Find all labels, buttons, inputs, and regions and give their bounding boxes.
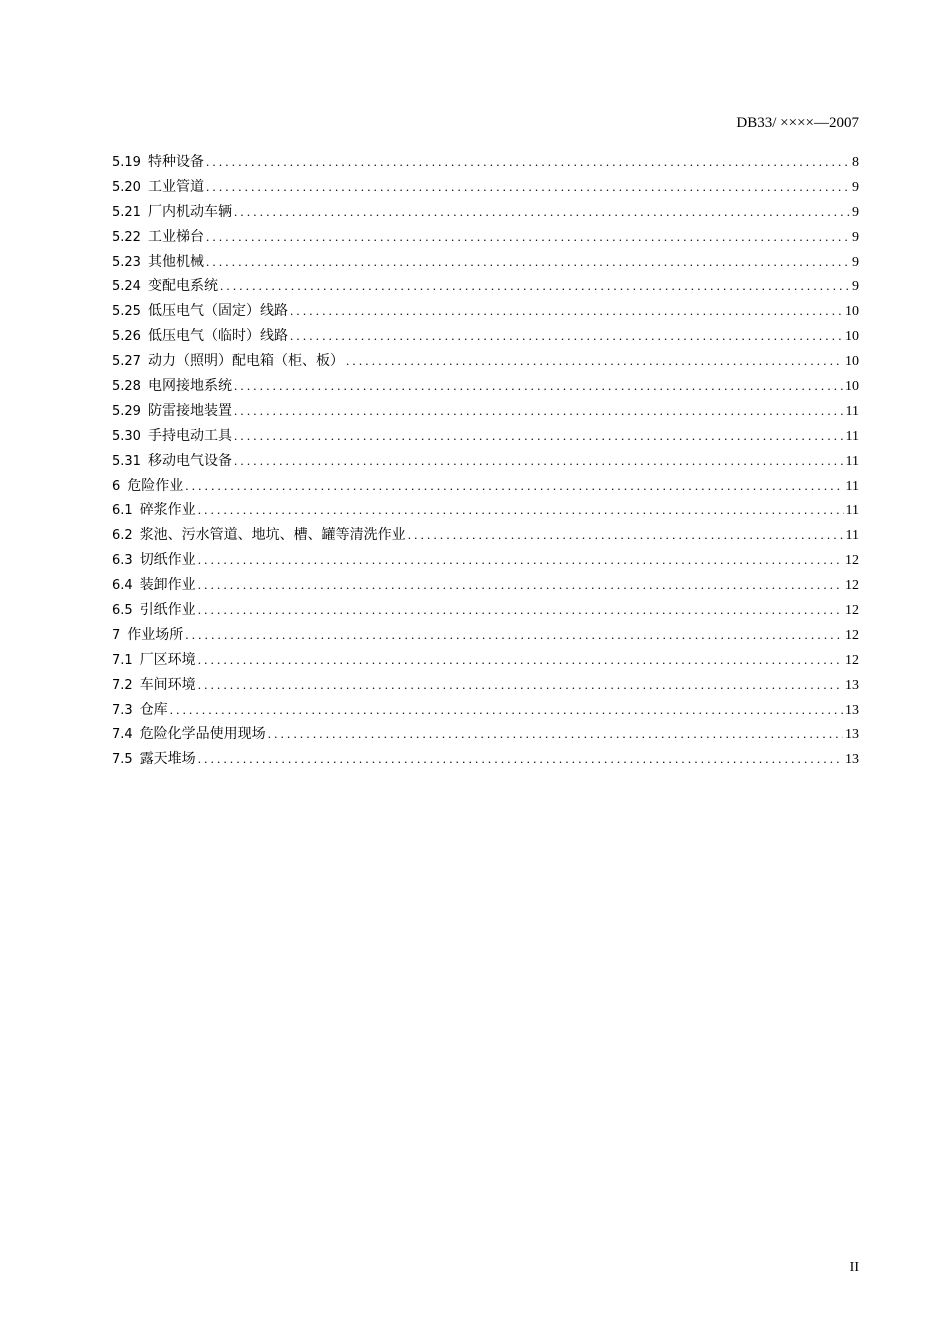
toc-entry[interactable]	[112, 623, 859, 648]
toc-entry-title: 切纸作业	[139, 552, 196, 569]
toc-entry-number: 5.21	[112, 204, 141, 220]
toc-entry-page: 10	[845, 354, 859, 370]
toc-entry-page: 12	[845, 603, 859, 619]
toc-entry-page: 9	[852, 254, 859, 270]
toc-entry-number: 5.26	[112, 329, 141, 345]
toc-dot-leader	[408, 523, 844, 548]
toc-entry-number: 6.1	[112, 503, 133, 519]
toc-dot-leader	[206, 175, 850, 200]
toc-entry-title: 移动电气设备	[147, 452, 232, 469]
toc-entry-title: 浆池、污水管道、地坑、槽、罐等清洗作业	[139, 527, 406, 544]
toc-entry-title: 手持电动工具	[147, 427, 232, 444]
toc-dot-leader	[346, 349, 843, 374]
toc-dot-leader	[268, 722, 843, 747]
toc-entry[interactable]	[112, 498, 859, 523]
toc-entry-number: 5.24	[112, 279, 141, 295]
toc-entry[interactable]	[112, 250, 859, 275]
toc-entry-page: 13	[845, 677, 859, 693]
toc-entry-title: 作业场所	[127, 626, 184, 643]
toc-dot-leader	[198, 648, 843, 673]
toc-entry-title: 厂区环境	[139, 651, 196, 668]
toc-entry-title: 电网接地系统	[147, 378, 232, 395]
toc-entry-page: 11	[845, 453, 859, 469]
toc-entry-title: 变配电系统	[147, 278, 218, 295]
toc-dot-leader	[290, 324, 843, 349]
toc-dot-leader	[198, 673, 843, 698]
toc-entry-title: 厂内机动车辆	[147, 203, 232, 220]
toc-entry-title: 特种设备	[147, 154, 204, 170]
toc-dot-leader	[290, 299, 843, 324]
toc-dot-leader	[206, 150, 850, 175]
toc-entry-page: 10	[845, 304, 859, 320]
toc-entry-page: 10	[845, 379, 859, 395]
toc-entry-page: 13	[845, 752, 859, 768]
toc-entry[interactable]	[112, 449, 859, 474]
toc-entry-page: 11	[845, 428, 859, 444]
toc-entry-number: 5.19	[112, 155, 141, 170]
toc-entry[interactable]	[112, 424, 859, 449]
toc-entry-number: 6.5	[112, 603, 133, 619]
toc-entry-page: 12	[845, 627, 859, 643]
toc-entry-page: 12	[845, 578, 859, 594]
toc-dot-leader	[198, 598, 843, 623]
toc-entry[interactable]	[112, 747, 859, 772]
toc-entry[interactable]	[112, 299, 859, 324]
toc-dot-leader	[234, 424, 844, 449]
toc-entry-number: 5.28	[112, 379, 141, 395]
toc-entry-title: 防雷接地装置	[147, 402, 232, 419]
toc-entry-title: 危险化学品使用现场	[139, 726, 266, 743]
toc-entry-page: 8	[852, 155, 859, 170]
toc-dot-leader	[170, 698, 843, 723]
toc-entry[interactable]	[112, 698, 859, 723]
toc-entry-page: 11	[845, 503, 859, 519]
toc-entry-page: 11	[845, 403, 859, 419]
toc-dot-leader	[234, 374, 843, 399]
table-of-contents	[112, 150, 859, 772]
toc-entry-title: 仓库	[139, 701, 168, 718]
toc-entry-number: 7.2	[112, 677, 133, 693]
toc-entry-number: 6	[112, 478, 121, 494]
toc-entry-number: 7.5	[112, 752, 133, 768]
toc-entry[interactable]	[112, 200, 859, 225]
toc-entry-title: 工业梯台	[147, 228, 204, 245]
toc-entry-number: 5.22	[112, 229, 141, 245]
toc-dot-leader	[220, 274, 850, 299]
toc-entry[interactable]	[112, 474, 859, 499]
toc-entry-number: 6.3	[112, 553, 133, 569]
toc-entry-number: 5.31	[112, 453, 141, 469]
toc-entry[interactable]	[112, 722, 859, 747]
toc-dot-leader	[185, 474, 843, 499]
toc-entry-title: 其他机械	[147, 253, 204, 270]
toc-entry[interactable]	[112, 523, 859, 548]
toc-entry[interactable]	[112, 548, 859, 573]
toc-entry[interactable]	[112, 324, 859, 349]
toc-entry-title: 露天堆场	[139, 751, 196, 768]
toc-entry-title: 低压电气（临时）线路	[147, 328, 288, 345]
toc-entry-title: 工业管道	[147, 178, 204, 195]
toc-entry-page: 12	[845, 652, 859, 668]
toc-dot-leader	[206, 250, 850, 275]
toc-entry-page: 10	[845, 329, 859, 345]
toc-entry-number: 5.25	[112, 304, 141, 320]
toc-entry-title: 危险作业	[127, 477, 184, 494]
toc-dot-leader	[234, 200, 850, 225]
toc-entry-number: 6.4	[112, 578, 133, 594]
toc-entry-title: 低压电气（固定）线路	[147, 303, 288, 320]
toc-entry-number: 7	[112, 627, 121, 643]
toc-entry[interactable]	[112, 673, 859, 698]
toc-entry-page: 12	[845, 553, 859, 569]
toc-entry-title: 车间环境	[139, 676, 196, 693]
toc-entry[interactable]	[112, 150, 859, 175]
toc-entry-page: 13	[845, 702, 859, 718]
page-number: II	[849, 1260, 859, 1275]
toc-dot-leader	[198, 548, 843, 573]
toc-dot-leader	[198, 573, 843, 598]
toc-entry-number: 7.1	[112, 652, 133, 668]
toc-entry-page: 13	[845, 727, 859, 743]
toc-entry-page: 9	[852, 204, 859, 220]
toc-dot-leader	[198, 747, 843, 772]
toc-entry[interactable]	[112, 274, 859, 299]
toc-entry-page: 9	[852, 279, 859, 295]
toc-entry-number: 5.23	[112, 254, 141, 270]
toc-entry-title: 碎浆作业	[139, 502, 196, 519]
toc-entry-page: 9	[852, 229, 859, 245]
toc-dot-leader	[185, 623, 843, 648]
toc-entry-title: 动力（照明）配电箱（柜、板）	[147, 353, 344, 370]
toc-entry[interactable]	[112, 573, 859, 598]
toc-entry-number: 7.3	[112, 702, 133, 718]
toc-entry-number: 5.29	[112, 403, 141, 419]
toc-entry-page: 9	[852, 179, 859, 195]
toc-entry[interactable]	[112, 648, 859, 673]
document-standard-code: DB33/ ××××—2007	[736, 115, 859, 131]
toc-entry-number: 5.30	[112, 428, 141, 444]
toc-entry-title: 引纸作业	[139, 602, 196, 619]
toc-dot-leader	[234, 449, 844, 474]
toc-dot-leader	[234, 399, 844, 424]
toc-entry[interactable]	[112, 349, 859, 374]
toc-entry-page: 11	[845, 528, 859, 544]
toc-entry-number: 5.27	[112, 354, 141, 370]
toc-entry[interactable]	[112, 175, 859, 200]
toc-entry[interactable]	[112, 399, 859, 424]
toc-dot-leader	[206, 225, 850, 250]
toc-entry-page: 11	[845, 478, 859, 494]
toc-entry-number: 6.2	[112, 528, 133, 544]
toc-entry-title: 装卸作业	[139, 577, 196, 594]
toc-entry-number: 5.20	[112, 179, 141, 195]
toc-dot-leader	[198, 498, 844, 523]
toc-entry[interactable]	[112, 598, 859, 623]
toc-entry[interactable]	[112, 225, 859, 250]
toc-entry-number: 7.4	[112, 727, 133, 743]
toc-entry[interactable]	[112, 374, 859, 399]
